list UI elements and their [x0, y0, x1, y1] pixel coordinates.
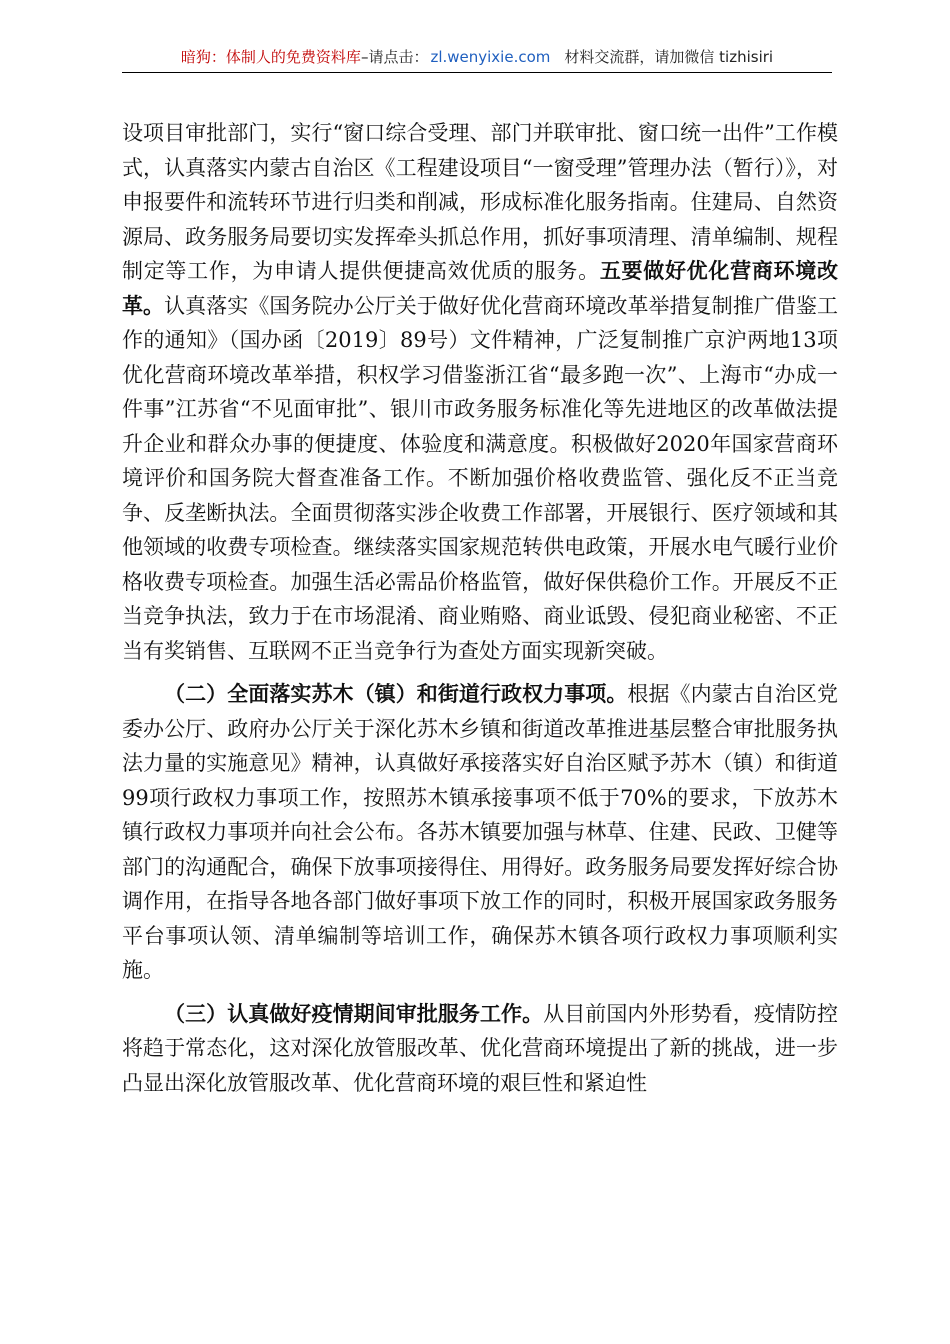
paragraph-1 [122, 116, 838, 668]
header-prompt: –请点击： [360, 48, 429, 66]
paragraph-3-text: 从目前国内外形势看，疫情防控将趋于常态化，这对深化放管服改革、优化营商环境提出了新的挑战，进一步凸显出深化放管服改革、优化营商环境的艰巨性和紧迫性 [122, 1001, 839, 1095]
document-body [122, 116, 838, 1109]
paragraph-1-text-continued: 认真落实《国务院办公厅关于做好优化营商环境改革举措复制推广借鉴工作的通知》（国办函〔2019〕89号）文件精神，广泛复制推广京沪两地13项优化营商环境改革举措，积权学习借鉴浙江省“最多跑一次”、上海市“办成一件事”江苏省“不见面审批”、银川市政务服务标准化等先进地区的改革做法提升企业和群众办事的便捷度、体验度和满意度。积极做好2020年国家营商环境评价和国务院大督查准备工作。不断加强价格收费监管、强化反不正当竞争、反垄断执法。全面贯彻落实涉企收费工作部署，开展银行、医疗领域和其他领域的收费专项检查。继续落实国家规范转供电政策，开展水电气暖行业价格收费专项检查。加强生活必需品价格监管，做好保供稳价工作。开展反不正当竞争执法，致力于在市场混淆、商业贿赂、商业诋毁、侵犯商业秘密、不正当有奖销售、互联网不正当竞争行为查处方面实现新突破。 [122, 293, 839, 663]
paragraph-3 [122, 997, 838, 1101]
header-contact: 材料交流群，请加微信 tizhisiri [564, 48, 774, 66]
paragraph-2-text: 根据《内蒙古自治区党委办公厅、政府办公厅关于深化苏木乡镇和街道改革推进基层整合审批服务执法力量的实施意见》精神，认真做好承接落实好自治区赋予苏木（镇）和街道99项行政权力事项工作，按照苏木镇承接事项不低于70%的要求，下放苏木镇行政权力事项并向社会公布。各苏木镇要加强与林草、住建、民政、卫健等部门的沟通配合，确保下放事项接得住、用得好。政务服务局要发挥好综合协调作用，在指导各地各部门做好事项下放工作的同时，积极开展国家政务服务平台事项认领、清单编制等培训工作，确保苏木镇各项行政权力事项顺利实施。 [122, 682, 839, 982]
header-divider [122, 72, 832, 73]
header-link[interactable]: zl.wenyixie.com [430, 48, 551, 66]
paragraph-2 [122, 677, 838, 988]
paragraph-1-text: 设项目审批部门，实行“窗口综合受理、部门并联审批、窗口统一出件”工作模式，认真落实内蒙古自治区《工程建设项目“一窗受理”管理办法（暂行）》，对申报要件和流转环节进行归类和削减，形成标准化服务指南。住建局、自然资源局、政务服务局要切实发挥牵头抓总作用，抓好事项清理、清单编制、规程制定等工作，为申请人提供便捷高效优质的服务。 [122, 121, 838, 283]
paragraph-3-heading: （三）认真做好疫情期间审批服务工作。 [164, 1000, 544, 1026]
paragraph-2-heading: （二）全面落实苏木（镇）和街道行政权力事项。 [164, 681, 628, 706]
paragraph-1-heading: 五要做好优化营商环境改革。 [122, 258, 838, 318]
page-header [122, 46, 832, 68]
header-brand: 暗狗：体制人的免费资料库 [180, 48, 361, 66]
